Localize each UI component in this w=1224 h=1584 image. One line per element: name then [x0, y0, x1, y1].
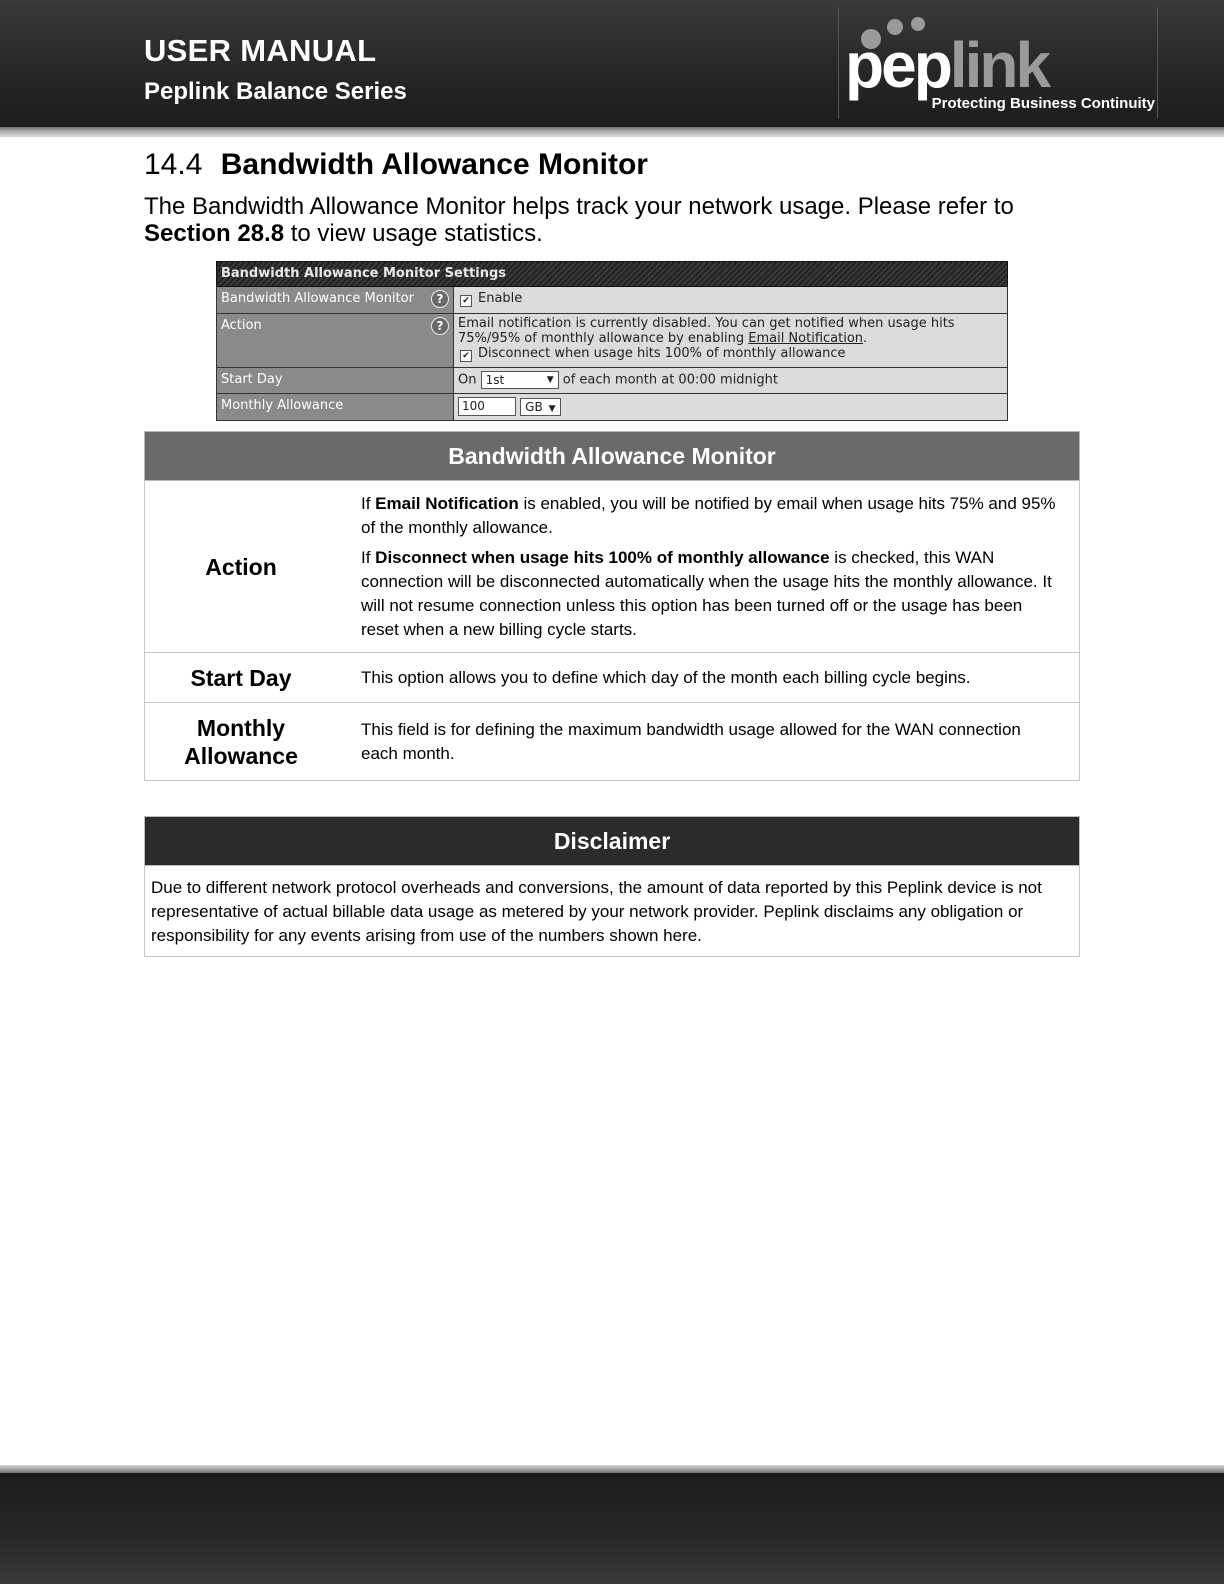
- disclaimer-text: Due to different network protocol overheads and conversions, the amount of data reported by this Peplink device is not representative of actual billable data usage as metered by your network provider. Peplink disclaims any obligation or responsibility for any events arising from use of the numbers shown here.: [145, 866, 1080, 957]
- settings-panel-heading: Bandwidth Allowance Monitor Settings: [217, 262, 1008, 287]
- settings-label-start-day: Start Day: [217, 368, 454, 394]
- desc-label-action: Action: [145, 481, 338, 653]
- help-icon[interactable]: ?: [431, 290, 449, 308]
- peplink-logo: [838, 7, 1158, 119]
- page-header: [0, 0, 1224, 127]
- intro-section-ref: Section 28.8: [144, 220, 285, 247]
- settings-panel: [216, 261, 1008, 421]
- desc-label-start-day: Start Day: [145, 653, 338, 703]
- email-status-text-end: .: [863, 331, 868, 346]
- action-para-2-bold: Disconnect when usage hits 100% of monthly allowance: [375, 547, 830, 567]
- start-day-select[interactable]: [481, 371, 559, 389]
- section-heading: [144, 148, 648, 182]
- logo-wordmark: [845, 29, 1049, 101]
- desc-text-start-day: This option allows you to define which day of the month each billing cycle begins.: [337, 653, 1080, 703]
- intro-text-end: to view usage statistics.: [284, 220, 543, 247]
- label-line-2: Allowance: [184, 742, 298, 769]
- description-table-heading: Bandwidth Allowance Monitor: [145, 432, 1080, 481]
- logo-word-pep: pep: [845, 29, 950, 101]
- manual-title: USER MANUAL: [144, 33, 377, 68]
- action-para-2: [361, 546, 1061, 642]
- action-para-1-rest: is enabled, you will be notified by email when usage hits 75% and 95% of the monthly allowance.: [361, 493, 1056, 537]
- settings-value-monthly-allowance: [454, 394, 1008, 421]
- action-para-1: [361, 492, 1061, 540]
- email-status-text-2: [458, 331, 1003, 346]
- allowance-unit-value: GB: [525, 399, 543, 414]
- help-icon[interactable]: ?: [431, 317, 449, 335]
- action-para-1-lead: If: [361, 493, 376, 513]
- disconnect-checkbox-label: Disconnect when usage hits 100% of monthly allowance: [478, 346, 846, 361]
- action-para-1-bold: Email Notification: [375, 493, 519, 513]
- label-text: Bandwidth Allowance Monitor: [221, 291, 414, 306]
- allowance-input[interactable]: 100: [458, 397, 516, 416]
- section-intro: [144, 193, 1084, 247]
- desc-text-monthly-allowance: This field is for defining the maximum bandwidth usage allowed for the WAN connection each month.: [337, 703, 1080, 781]
- intro-text: The Bandwidth Allowance Monitor helps track your network usage. Please refer to: [144, 193, 1014, 220]
- action-para-2-rest: is checked, this WAN connection will be disconnected automatically when the usage hits the monthly allowance. It will not resume connection unless this option has been turned off or the usage has been reset when a new billing cycle starts.: [361, 547, 1052, 639]
- settings-value-action: [454, 314, 1008, 368]
- desc-text-action: [337, 481, 1080, 653]
- disclaimer-heading: Disclaimer: [145, 817, 1080, 866]
- email-notification-link[interactable]: Email Notification: [748, 331, 864, 346]
- action-para-2-lead: If: [361, 547, 376, 567]
- page-footer: [0, 1473, 1224, 1584]
- start-day-select-value: 1st: [485, 373, 505, 387]
- dropdown-arrow-icon: ▼: [546, 375, 554, 385]
- disclaimer-box: [144, 816, 1080, 957]
- settings-value-start-day: [454, 368, 1008, 394]
- manual-subtitle: Peplink Balance Series: [144, 78, 407, 105]
- description-table: [144, 431, 1080, 781]
- settings-value-monitor: [454, 287, 1008, 314]
- logo-word-link: link: [949, 29, 1049, 101]
- desc-label-monthly-allowance: [145, 703, 338, 781]
- start-day-prefix: On: [458, 372, 477, 388]
- allowance-unit-select[interactable]: [520, 398, 560, 416]
- enable-checkbox[interactable]: ✔: [460, 295, 472, 307]
- logo-tagline: Protecting Business Continuity: [931, 95, 1155, 112]
- dropdown-arrow-icon: ▼: [548, 403, 556, 414]
- section-number: 14.4: [144, 148, 203, 181]
- section-title: Bandwidth Allowance Monitor: [220, 148, 648, 181]
- email-status-text-part: 75%/95% of monthly allowance by enabling: [458, 331, 749, 346]
- start-day-suffix: of each month at 00:00 midnight: [562, 372, 778, 388]
- enable-checkbox-label: Enable: [478, 291, 523, 306]
- settings-label-action: [217, 314, 454, 368]
- settings-label-monthly-allowance: Monthly Allowance: [217, 394, 454, 421]
- label-text: Action: [221, 318, 262, 333]
- disconnect-checkbox[interactable]: ✔: [460, 350, 472, 362]
- email-status-text: Email notification is currently disabled. You can get notified when usage hits: [458, 316, 955, 331]
- label-line-1: Monthly: [196, 714, 286, 741]
- settings-label-monitor: [217, 287, 454, 314]
